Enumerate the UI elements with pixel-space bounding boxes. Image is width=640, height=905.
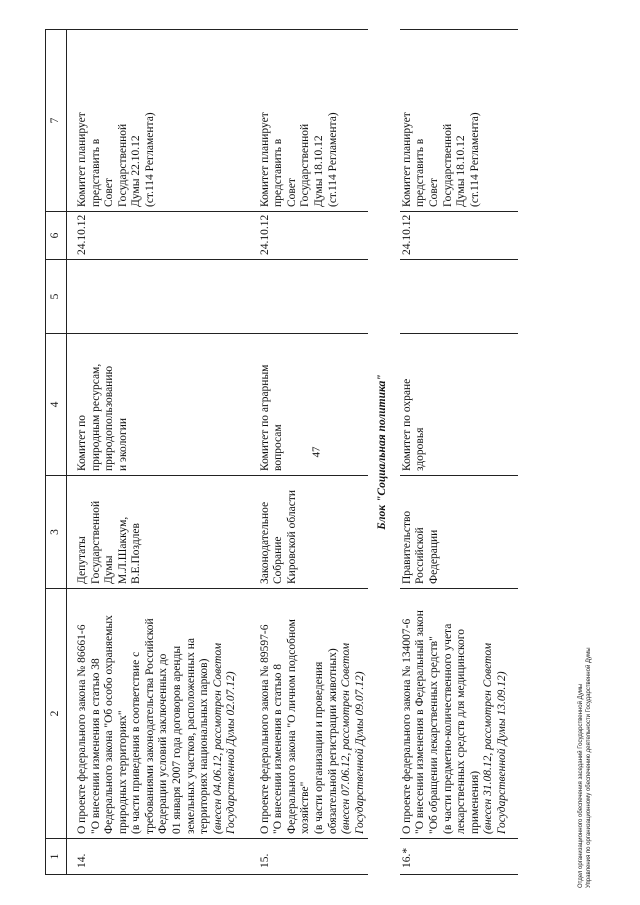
bill-note: (внесен 04.06.12, рассмотрен Советом Государственной Думы 02.07.12) [211, 642, 238, 834]
column-header-7: 7 [46, 30, 67, 212]
bill-body: "О внесении изменения в статью 38 Федерального закона "Об особо охраняемых природных территориях" (в части приведения в соответствие с требованиями законодательства Российской Федерации условий заключенных до 01 января 2007 года договоров аренды земельных участков, расположенных на территориях национальных парков) [89, 615, 211, 834]
column-header-6: 6 [46, 212, 67, 260]
column-header-1: 1 [46, 839, 67, 875]
column-header-4: 4 [46, 334, 67, 476]
row-number: 15. [258, 839, 369, 875]
page-number: 47 [310, 446, 323, 458]
plan-cell: Комитет планирует представить в Совет Государственной Думы 18.10.12 (ст.114 Регламента) [400, 30, 511, 212]
table-row [75, 30, 240, 875]
column-5-cell [400, 260, 511, 334]
row-number: 14. [75, 839, 240, 875]
table-row [258, 30, 369, 875]
committee: Комитет по аграрным вопросам [258, 334, 369, 476]
footer-line-1: Отдел организационного обеспечения заседаний Государственной Думы [578, 683, 584, 888]
bill-title: О проекте федерального закона № 89597-6 [258, 624, 271, 834]
table-header-row [46, 30, 67, 875]
block-title: Блок "Социальная политика" [376, 374, 389, 530]
initiator: Законодательное Собрание Кировской области [258, 476, 369, 589]
column-header-2: 2 [46, 589, 67, 839]
column-header-3: 3 [46, 476, 67, 589]
block-heading-row [368, 30, 400, 875]
column-5-cell [75, 260, 240, 334]
bill-note: (внесен 07.06.12, рассмотрен Советом Государственной Думы 09.07.12) [340, 642, 366, 834]
bill-title: О проекте федерального закона № 86661-6 [76, 624, 88, 834]
bill-body: "О внесении изменения в Федеральный закон "Об обращении лекарственных средств" (в части предметно-количественного учета лекарственных средств для медицинского применения) [414, 610, 481, 834]
committee: Комитет по охране здоровья [400, 334, 511, 476]
bill-description [75, 589, 240, 839]
bills-table [45, 29, 518, 875]
rotated-page-content [45, 30, 605, 875]
column-5-cell [258, 260, 369, 334]
row-number: 16.* [400, 839, 511, 875]
date-cell: 24.10.12 [258, 212, 369, 260]
bill-description [400, 589, 511, 839]
initiator: Депутаты Государственной Думы М.Л.Шаккум, В.Е.Поздлев [75, 476, 240, 589]
initiator: Правительство Российской Федерации [400, 476, 511, 589]
plan-cell: Комитет планирует представить в Совет Государственной Думы 18.10.12 (ст.114 Регламента) [258, 30, 369, 212]
column-header-5: 5 [46, 260, 67, 334]
plan-cell: Комитет планирует представить в Совет Государственной Думы 22.10.12 (ст.114 Регламента) [75, 30, 240, 212]
date-cell: 24.10.12 [400, 212, 511, 260]
footer [578, 568, 594, 888]
date-cell: 24.10.12 [75, 212, 240, 260]
footer-line-2: Управления по организационному обеспечению деятельности Государственной Думы [585, 647, 592, 888]
bill-description [258, 589, 369, 839]
table-row [400, 30, 511, 875]
bill-title: О проекте федерального закона № 134007-6 [400, 618, 413, 834]
bill-body: "О внесении изменения в статью 8 Федерального закона "О личном подсобном хозяйстве" (в части организации и проведения обязательной регистрации животных) [272, 619, 339, 834]
bill-note: (внесен 31.08.12, рассмотрен Советом Государственной Думы 13.09.12) [482, 642, 508, 834]
committee: Комитет по природным ресурсам, природопользованию и экологии [75, 334, 240, 476]
